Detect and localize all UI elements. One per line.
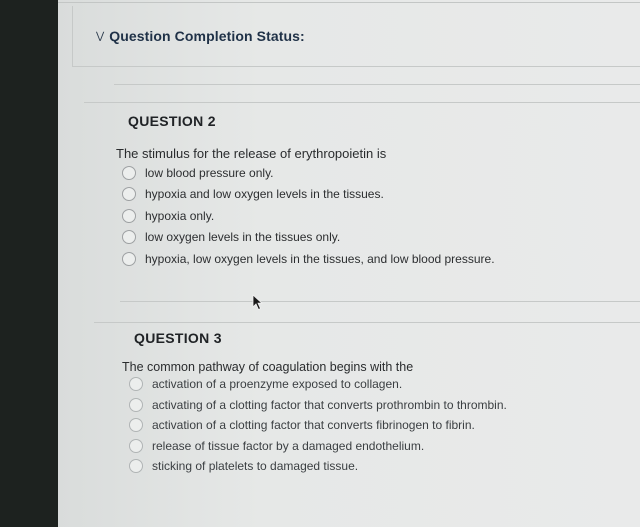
answer-option[interactable] xyxy=(129,456,507,477)
question-2-heading: QUESTION 2 xyxy=(128,113,216,129)
radio-button[interactable] xyxy=(129,418,143,432)
radio-button[interactable] xyxy=(122,252,136,266)
radio-button[interactable] xyxy=(129,377,143,391)
answer-option[interactable] xyxy=(122,184,495,206)
answer-option[interactable] xyxy=(122,227,495,249)
answer-option-label: hypoxia and low oxygen levels in the tissues. xyxy=(145,187,384,202)
completion-status-label: Question Completion Status: xyxy=(109,28,305,44)
answer-option[interactable] xyxy=(122,205,495,227)
divider xyxy=(84,102,640,103)
completion-status-toggle[interactable] xyxy=(96,28,305,44)
question-3-options xyxy=(129,374,507,477)
answer-option-label: activating of a clotting factor that converts prothrombin to thrombin. xyxy=(152,397,507,412)
radio-button[interactable] xyxy=(122,209,136,223)
answer-option[interactable] xyxy=(129,415,507,436)
answer-option[interactable] xyxy=(129,395,507,416)
radio-button[interactable] xyxy=(122,230,136,244)
answer-option[interactable] xyxy=(129,374,507,395)
quiz-page xyxy=(58,0,640,527)
completion-status-panel xyxy=(72,6,640,67)
answer-option-label: sticking of platelets to damaged tissue. xyxy=(152,459,359,474)
answer-option[interactable] xyxy=(122,162,495,184)
answer-option-label: low oxygen levels in the tissues only. xyxy=(145,230,341,245)
answer-option[interactable] xyxy=(122,248,495,270)
question-2-options xyxy=(122,162,495,270)
answer-option-label: hypoxia, low oxygen levels in the tissues, and low blood pressure. xyxy=(145,251,495,266)
answer-option-label: activation of a proenzyme exposed to collagen. xyxy=(152,377,403,392)
answer-option-label: activation of a clotting factor that converts fibrinogen to fibrin. xyxy=(152,418,475,433)
radio-button[interactable] xyxy=(122,187,136,201)
answer-option-label: low blood pressure only. xyxy=(145,165,274,180)
answer-option-label: hypoxia only. xyxy=(145,208,215,223)
radio-button[interactable] xyxy=(122,166,136,180)
radio-button[interactable] xyxy=(129,439,143,453)
answer-option[interactable] xyxy=(129,436,507,457)
question-2-prompt: The stimulus for the release of erythropoietin is xyxy=(116,146,387,161)
double-chevron-down-icon[interactable]: ⋁︎ xyxy=(96,30,105,42)
question-3-prompt: The common pathway of coagulation begins with the xyxy=(122,360,414,374)
answer-option-label: release of tissue factor by a damaged endothelium. xyxy=(152,438,425,453)
question-3-heading: QUESTION 3 xyxy=(134,330,222,346)
radio-button[interactable] xyxy=(129,398,143,412)
top-divider xyxy=(58,2,640,3)
radio-button[interactable] xyxy=(129,459,143,473)
divider xyxy=(114,84,640,85)
divider xyxy=(120,301,640,302)
divider xyxy=(94,322,640,323)
mouse-pointer-icon xyxy=(252,294,263,311)
